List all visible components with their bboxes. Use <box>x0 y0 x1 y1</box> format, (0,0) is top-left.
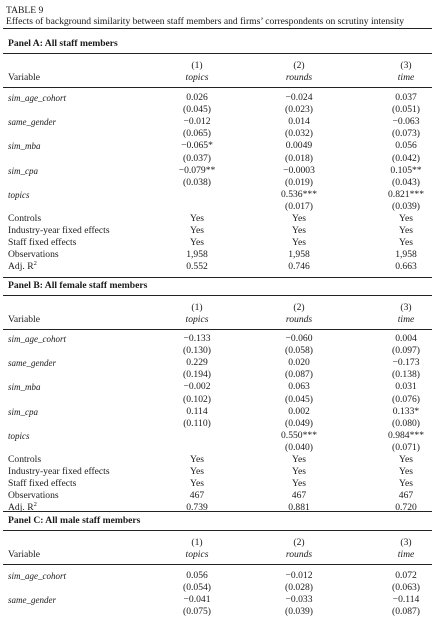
column-name: rounds <box>285 549 313 560</box>
value-cell-c2: (0.023) <box>285 104 313 116</box>
table-row <box>0 394 435 406</box>
table-row <box>0 153 435 165</box>
value-cell-c1: 0.026 <box>186 92 208 103</box>
value-cell-c1: (0.054) <box>183 582 211 593</box>
value-cell-c3: Yes <box>399 478 413 490</box>
table-row <box>0 237 435 249</box>
value-cell-c2: −0.0003 <box>283 164 315 176</box>
value-cell-c3: (0.087) <box>392 606 420 617</box>
value-cell-c1: (0.102) <box>183 393 211 405</box>
table-row <box>0 502 435 514</box>
value-cell-c1: −0.002 <box>183 381 211 393</box>
column-number: (3) <box>400 537 412 548</box>
table-row <box>0 201 435 213</box>
value-cell-c1: (0.075) <box>183 606 211 617</box>
variable-header: Variable <box>8 314 40 325</box>
value-cell-c3: 0.663 <box>395 261 417 273</box>
value-cell-c3: 1,958 <box>395 249 417 261</box>
row-label-text: sim_cpa <box>8 165 38 176</box>
row-label <box>8 116 56 128</box>
row-label <box>8 237 76 249</box>
table-row <box>0 261 435 273</box>
value-cell-c2: 0.014 <box>288 116 310 128</box>
value-cell-c1: −0.079** <box>178 164 216 176</box>
table-row <box>0 582 435 594</box>
value-cell-c2: 0.881 <box>288 502 310 514</box>
value-cell-c2: 1,958 <box>288 249 310 261</box>
value-cell-c3: 0.072 <box>395 570 417 581</box>
row-label-text: Controls <box>8 213 42 224</box>
table-row <box>0 369 435 381</box>
table-row <box>0 357 435 369</box>
value-cell-c1: (0.130) <box>183 345 211 357</box>
value-cell-c2: 0.550*** <box>281 429 317 441</box>
row-label-text: Observations <box>8 249 59 261</box>
value-cell-c2: 0.536*** <box>281 188 317 200</box>
value-cell-c2: (0.018) <box>285 152 313 164</box>
table-row <box>0 570 435 582</box>
value-cell-c3: −0.063 <box>392 116 420 128</box>
value-cell-c1: (0.110) <box>183 417 211 429</box>
column-name: time <box>397 314 415 325</box>
variable-header: Variable <box>8 549 40 560</box>
value-cell-c2: 0.002 <box>288 405 310 417</box>
row-label <box>8 478 76 490</box>
row-label-superscript: 2 <box>33 501 37 509</box>
value-cell-c1: Yes <box>190 466 204 478</box>
value-cell-c3: (0.076) <box>392 393 420 405</box>
row-label-text: Adj. R <box>8 261 34 273</box>
row-label-superscript: 2 <box>33 260 37 268</box>
value-cell-c3: 0.004 <box>395 333 417 344</box>
table-row <box>0 92 435 104</box>
row-label <box>8 570 66 582</box>
row-label-text: sim_age_cohort <box>8 571 66 581</box>
value-cell-c3: (0.039) <box>392 200 420 212</box>
row-label <box>8 594 56 606</box>
value-cell-c2: (0.028) <box>285 582 313 593</box>
table-row <box>0 430 435 442</box>
value-cell-c2: −0.024 <box>285 92 313 103</box>
panel-header-rule <box>3 53 432 54</box>
value-cell-c3: Yes <box>399 237 413 249</box>
row-label-text: Adj. R <box>8 502 34 514</box>
table-row <box>0 478 435 490</box>
column-number: (3) <box>400 60 412 71</box>
value-cell-c1: (0.045) <box>183 104 211 116</box>
row-label-text: topics <box>8 189 30 200</box>
value-cell-c1: 0.056 <box>186 570 208 581</box>
value-cell-c2: −0.060 <box>285 333 313 344</box>
panel-title: Panel C: All male staff members <box>8 515 141 526</box>
row-label <box>8 261 37 273</box>
value-cell-c2: 0.063 <box>288 381 310 393</box>
table-row <box>0 606 435 618</box>
value-cell-c3: (0.051) <box>392 104 420 116</box>
row-label-text: sim_mba <box>8 141 41 152</box>
panel-header-rule <box>3 530 432 531</box>
value-cell-c2: −0.012 <box>285 570 313 581</box>
value-cell-c2: Yes <box>292 466 306 478</box>
value-cell-c1: −0.065* <box>181 140 213 152</box>
panel-top-rule <box>3 28 432 29</box>
value-cell-c2: Yes <box>292 213 306 224</box>
value-cell-c2: (0.087) <box>285 369 313 381</box>
value-cell-c3: −0.114 <box>392 594 420 605</box>
value-cell-c2: 0.020 <box>288 357 310 369</box>
value-cell-c3: 0.031 <box>395 381 417 393</box>
value-cell-c1: (0.065) <box>183 128 211 140</box>
row-label <box>8 92 66 104</box>
row-label-text: sim_mba <box>8 382 41 393</box>
table-row <box>0 406 435 418</box>
table-row <box>0 213 435 225</box>
table-label: TABLE 9 <box>6 5 44 16</box>
value-cell-c1: 0.739 <box>186 502 208 514</box>
row-label-text: Observations <box>8 490 59 502</box>
value-cell-c1: (0.194) <box>183 369 211 381</box>
value-cell-c2: 467 <box>291 490 307 502</box>
panel-title: Panel A: All staff members <box>8 38 118 49</box>
value-cell-c3: (0.071) <box>392 441 420 453</box>
table-row <box>0 466 435 478</box>
value-cell-c3: Yes <box>399 225 413 237</box>
row-label <box>8 213 41 225</box>
value-cell-c2: −0.033 <box>285 594 313 605</box>
panel-top-rule <box>3 277 432 278</box>
value-cell-c1: −0.133 <box>183 333 211 344</box>
value-cell-c2: (0.058) <box>285 345 313 357</box>
table-row <box>0 140 435 152</box>
table-row <box>0 333 435 345</box>
row-label <box>8 381 41 393</box>
table-row <box>0 116 435 128</box>
value-cell-c3: −0.173 <box>392 357 420 369</box>
table-row <box>0 418 435 430</box>
value-cell-c1: −0.041 <box>183 594 211 605</box>
table-row <box>0 165 435 177</box>
row-label-text: same_gender <box>8 358 56 369</box>
value-cell-c1: Yes <box>190 454 204 465</box>
column-name: time <box>397 549 415 560</box>
column-name-row <box>0 314 435 326</box>
table-row <box>0 490 435 502</box>
column-name: time <box>397 72 415 83</box>
value-cell-c2: 0.0049 <box>285 140 313 152</box>
column-number: (2) <box>293 537 305 548</box>
value-cell-c1: −0.012 <box>183 116 211 128</box>
value-cell-c2: (0.017) <box>285 200 313 212</box>
row-label-text: Controls <box>8 454 42 465</box>
value-cell-c3: 467 <box>398 490 414 502</box>
value-cell-c3: (0.042) <box>392 152 420 164</box>
value-cell-c3: (0.073) <box>392 128 420 140</box>
row-label <box>8 140 41 152</box>
value-cell-c2: (0.049) <box>285 417 313 429</box>
value-cell-c3: Yes <box>399 213 413 224</box>
value-cell-c3: 0.037 <box>395 92 417 103</box>
table-row <box>0 249 435 261</box>
value-cell-c2: (0.040) <box>285 441 313 453</box>
value-cell-c3: 0.821*** <box>388 188 424 200</box>
panel-body-rule <box>3 329 432 330</box>
column-number-row <box>0 537 435 549</box>
column-number: (1) <box>191 60 203 71</box>
table-caption: Effects of background similarity between staff members and firms’ correspondents on scrutiny intensity <box>6 16 405 27</box>
table-row <box>0 345 435 357</box>
row-label <box>8 406 38 418</box>
variable-header: Variable <box>8 72 40 83</box>
column-name: topics <box>185 72 209 83</box>
column-name: topics <box>185 549 209 560</box>
value-cell-c2: (0.045) <box>285 393 313 405</box>
row-label-text: same_gender <box>8 117 56 128</box>
table-row <box>0 128 435 140</box>
column-number-row <box>0 302 435 314</box>
row-label <box>8 333 66 345</box>
column-name: rounds <box>285 314 313 325</box>
table-row <box>0 594 435 606</box>
value-cell-c1: 467 <box>189 490 205 502</box>
table-row <box>0 454 435 466</box>
value-cell-c1: 0.552 <box>186 261 208 273</box>
column-number-row <box>0 60 435 72</box>
column-name-row <box>0 72 435 84</box>
value-cell-c3: (0.043) <box>392 176 420 188</box>
panel-body-rule <box>3 564 432 565</box>
value-cell-c1: (0.037) <box>183 152 211 164</box>
value-cell-c2: (0.032) <box>285 128 313 140</box>
value-cell-c3: 0.105** <box>390 164 422 176</box>
table-row <box>0 225 435 237</box>
value-cell-c2: 0.746 <box>288 261 310 273</box>
value-cell-c1: Yes <box>190 478 204 490</box>
column-name: topics <box>185 314 209 325</box>
value-cell-c1: Yes <box>190 225 204 237</box>
table-row <box>0 442 435 454</box>
row-label-text: Staff fixed effects <box>8 478 77 490</box>
row-label <box>8 165 38 177</box>
value-cell-c3: Yes <box>399 454 413 465</box>
row-label-text: sim_age_cohort <box>8 334 66 344</box>
row-label <box>8 357 56 369</box>
table-row <box>0 177 435 189</box>
row-label-text: Industry-year fixed effects <box>8 466 110 478</box>
row-label-text: same_gender <box>8 595 56 605</box>
panel-top-rule <box>3 511 432 512</box>
row-label <box>8 502 37 514</box>
value-cell-c2: Yes <box>292 225 306 237</box>
value-cell-c1: Yes <box>190 213 204 224</box>
panel-body-rule <box>3 87 432 88</box>
value-cell-c2: (0.019) <box>285 176 313 188</box>
value-cell-c1: Yes <box>190 237 204 249</box>
value-cell-c2: Yes <box>292 478 306 490</box>
value-cell-c1: (0.038) <box>183 176 211 188</box>
value-cell-c1: 0.114 <box>186 405 208 417</box>
row-label <box>8 466 110 478</box>
value-cell-c2: Yes <box>292 454 306 465</box>
value-cell-c3: Yes <box>399 466 413 478</box>
row-label-text: Staff fixed effects <box>8 237 77 249</box>
value-cell-c1: 1,958 <box>186 249 208 261</box>
row-label <box>8 189 30 201</box>
value-cell-c3: (0.138) <box>392 369 420 381</box>
value-cell-c3: 0.056 <box>395 140 417 152</box>
column-name-row <box>0 549 435 561</box>
column-number: (3) <box>400 302 412 313</box>
row-label <box>8 225 110 237</box>
table-row <box>0 104 435 116</box>
row-label-text: sim_cpa <box>8 406 38 417</box>
row-label <box>8 454 41 466</box>
value-cell-c2: Yes <box>292 237 306 249</box>
panel-title: Panel B: All female staff members <box>8 280 148 291</box>
column-number: (1) <box>191 537 203 548</box>
panel-header-rule <box>3 295 432 296</box>
table-row <box>0 381 435 393</box>
value-cell-c3: (0.080) <box>392 417 420 429</box>
value-cell-c3: 0.984*** <box>388 429 424 441</box>
row-label-text: Industry-year fixed effects <box>8 225 110 237</box>
column-number: (2) <box>293 302 305 313</box>
value-cell-c3: (0.097) <box>392 345 420 357</box>
column-number: (1) <box>191 302 203 313</box>
column-number: (2) <box>293 60 305 71</box>
row-label-text: sim_age_cohort <box>8 93 66 103</box>
value-cell-c1: 0.229 <box>186 357 208 369</box>
value-cell-c3: 0.720 <box>395 502 417 514</box>
value-cell-c3: (0.063) <box>392 582 420 593</box>
value-cell-c3: 0.133* <box>392 405 420 417</box>
row-label <box>8 430 30 442</box>
value-cell-c2: (0.039) <box>285 606 313 617</box>
column-name: rounds <box>285 72 313 83</box>
row-label-text: topics <box>8 430 30 441</box>
table-row <box>0 189 435 201</box>
